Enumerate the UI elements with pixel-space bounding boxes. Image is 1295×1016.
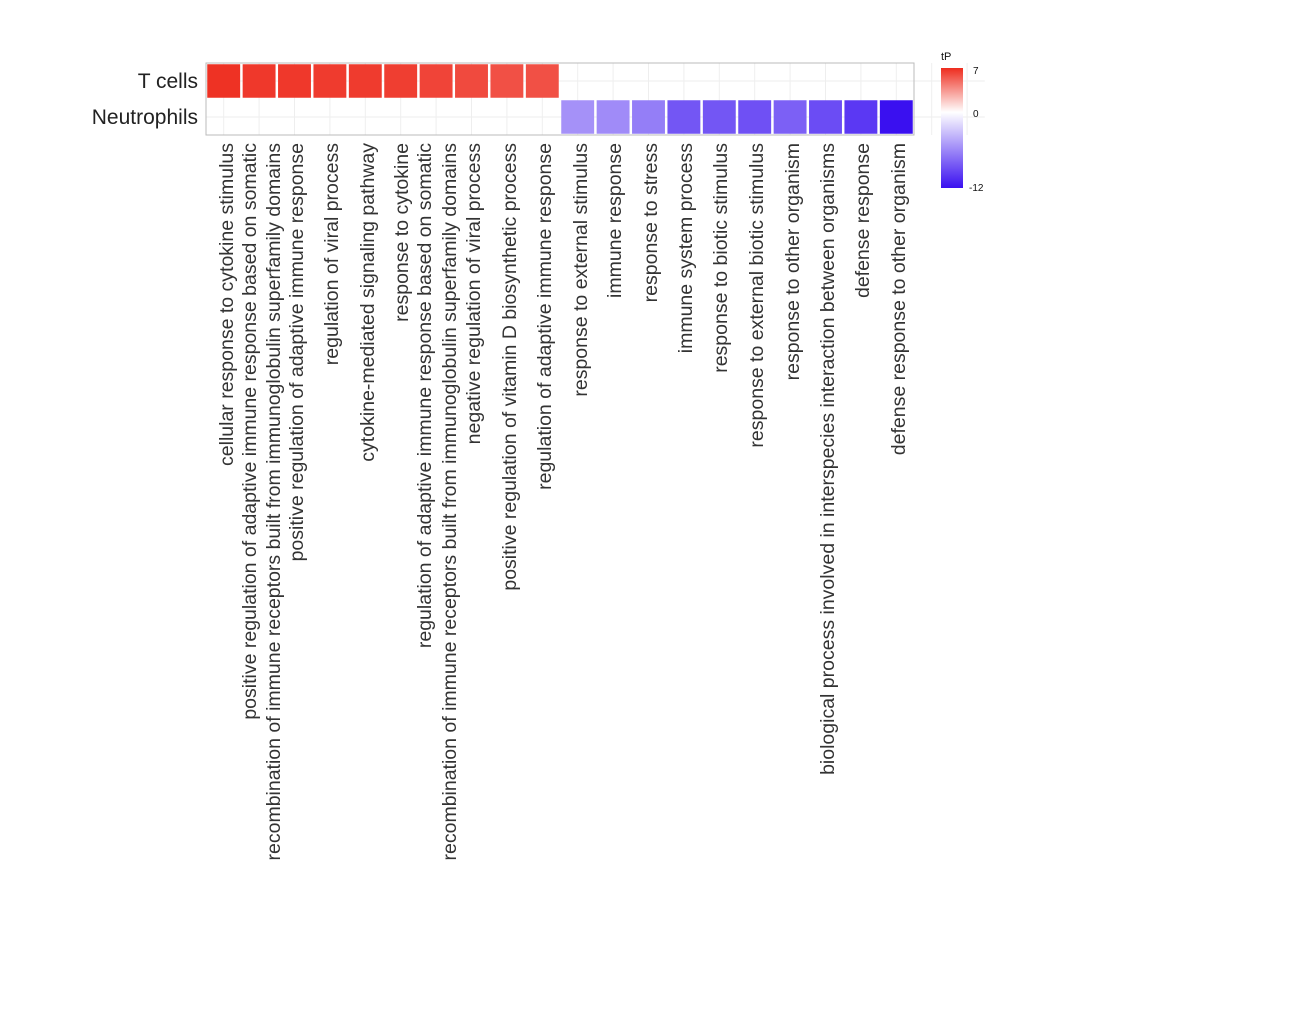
column-label: cellular response to cytokine stimulus <box>216 143 239 466</box>
heatmap-cell <box>207 64 240 98</box>
column-label: response to external biotic stimulus <box>746 143 769 448</box>
legend-tick-max: 7 <box>973 66 979 77</box>
heatmap-cell <box>278 64 311 98</box>
legend-colorbar <box>941 68 963 188</box>
column-label: response to stress <box>640 143 663 303</box>
heatmap-cell <box>703 100 736 134</box>
heatmap-cell <box>349 64 382 98</box>
heatmap-cell <box>455 64 488 98</box>
heatmap-cell <box>597 100 630 134</box>
heatmap-cell <box>809 100 842 134</box>
heatmap-cell <box>774 100 807 134</box>
column-labels <box>216 143 910 861</box>
column-label: cytokine-mediated signaling pathway <box>357 143 380 462</box>
heatmap-cell <box>490 64 523 98</box>
heatmap-cell <box>526 64 559 98</box>
heatmap-cell <box>384 64 417 98</box>
heatmap-cell <box>738 100 771 134</box>
column-label: response to other organism <box>782 143 805 381</box>
row-label: T cells <box>137 70 198 93</box>
column-label: biological process involved in interspecies interaction between organisms <box>817 143 840 775</box>
column-label: response to external stimulus <box>570 143 593 397</box>
column-label: immune response <box>604 143 627 298</box>
column-label: regulation of adaptive immune response <box>534 143 557 490</box>
row-labels <box>92 70 198 129</box>
column-label: negative regulation of viral process <box>463 143 486 445</box>
heatmap-cell <box>844 100 877 134</box>
column-label: regulation of adaptive immune response based on somatic <box>414 143 437 649</box>
column-label: response to biotic stimulus <box>710 143 733 373</box>
column-label: positive regulation of vitamin D biosynthetic process <box>499 143 522 591</box>
heatmap-cell <box>313 64 346 98</box>
column-label: positive regulation of adaptive immune response based on somatic <box>239 143 262 720</box>
legend-tick-mid: 0 <box>973 109 979 120</box>
heatmap-cell <box>667 100 700 134</box>
column-label: recombination of immune receptors built from immunoglobulin superfamily domains <box>263 143 286 861</box>
legend-title: tP <box>941 51 952 63</box>
heatmap-cells <box>207 64 913 134</box>
column-label: defense response to other organism <box>888 143 911 456</box>
row-label: Neutrophils <box>91 106 198 129</box>
column-label: response to cytokine <box>391 143 414 322</box>
heatmap-cell <box>561 100 594 134</box>
column-label: defense response <box>852 143 875 299</box>
legend-tick-min: -12 <box>969 183 984 194</box>
heatmap-cell <box>243 64 276 98</box>
column-label: positive regulation of adaptive immune response <box>286 143 309 562</box>
heatmap-cell <box>880 100 913 134</box>
color-legend <box>941 51 984 194</box>
heatmap-cell <box>632 100 665 134</box>
panel-border <box>206 63 914 135</box>
column-label: regulation of viral process <box>321 143 344 366</box>
heatmap-cell <box>420 64 453 98</box>
column-label: recombination of immune receptors built from immunoglobulin superfamily domains <box>439 143 462 861</box>
column-label: immune system process <box>675 143 698 354</box>
